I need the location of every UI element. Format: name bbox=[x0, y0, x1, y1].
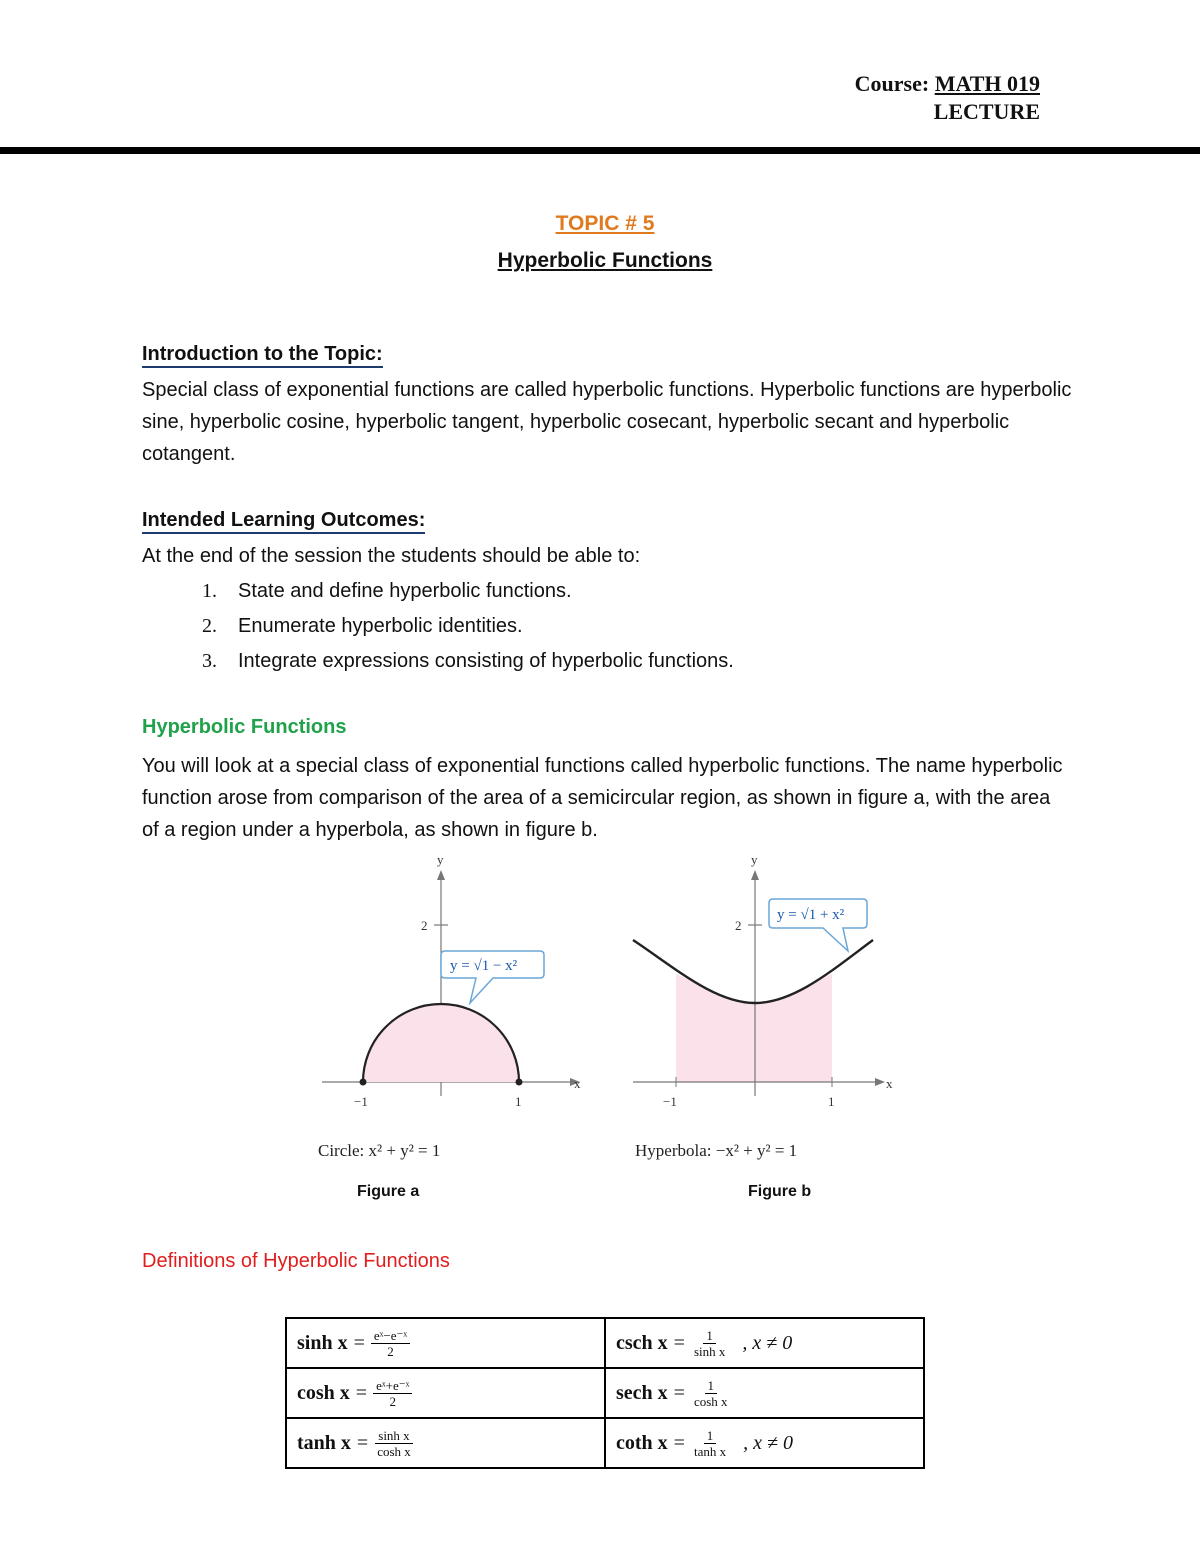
x-axis-label: x bbox=[886, 1076, 893, 1091]
lecture-label: LECTURE bbox=[933, 99, 1040, 124]
semicircle-region bbox=[363, 1004, 519, 1082]
definitions-heading: Definitions of Hyperbolic Functions bbox=[142, 1250, 450, 1272]
figure-a-label: Figure a bbox=[357, 1183, 420, 1200]
topic-title: Hyperbolic Functions bbox=[497, 249, 713, 272]
x-tick-label: 1 bbox=[828, 1094, 835, 1109]
y-tick-label: 2 bbox=[735, 918, 742, 933]
definitions-table bbox=[285, 1317, 925, 1469]
course-label: Course: bbox=[854, 71, 930, 96]
table-row bbox=[286, 1368, 924, 1418]
list-item: 2. Enumerate hyperbolic identities. bbox=[202, 615, 523, 637]
table-row bbox=[286, 1418, 924, 1468]
callout-text: y = √1 − x² bbox=[450, 958, 518, 974]
table-cell: cosh x = $\frac{\text{eˣ+e⁻ˣ}}{2}$ bbox=[286, 1368, 605, 1418]
table-cell: tanh x = $\frac{\text{sinh x}}{\text{cosh x}}$ bbox=[286, 1418, 605, 1468]
figure-b bbox=[615, 848, 915, 1208]
table-row bbox=[286, 1318, 924, 1368]
table-cell: sinh x = $\frac{\text{eˣ−e⁻ˣ}}{2}$ bbox=[286, 1318, 605, 1368]
section-text: You will look at a special class of exponential functions called hyperbolic functions. The name hyperbolic function arose from comparison of the area of a semicircular region, as shown in figure a, with the area of a region under a hyperbola, as shown in figure b. bbox=[142, 755, 1063, 841]
figure-b-label: Figure b bbox=[748, 1183, 812, 1200]
course-code: MATH 019 bbox=[934, 71, 1040, 96]
list-item: 1. State and define hyperbolic functions. bbox=[202, 580, 572, 602]
table-cell: csch x = $\frac{1}{\text{sinh x}}$ , x ≠ 0 bbox=[605, 1318, 924, 1368]
course-header bbox=[855, 70, 1040, 126]
y-axis-label: y bbox=[437, 852, 444, 867]
hyperbola-equation: Hyperbola: −x² + y² = 1 bbox=[635, 1141, 798, 1160]
intro-heading: Introduction to the Topic: bbox=[142, 343, 383, 366]
topic-number: TOPIC # 5 bbox=[555, 212, 655, 235]
list-item: 3. Integrate expressions consisting of hyperbolic functions. bbox=[202, 650, 734, 672]
outcomes-heading: Intended Learning Outcomes: bbox=[142, 509, 425, 532]
hyperbola-region bbox=[676, 974, 832, 1082]
figure-a bbox=[300, 848, 600, 1208]
table-cell: coth x = $\frac{1}{\text{tanh x}}$ , x ≠ 0 bbox=[605, 1418, 924, 1468]
outcomes-list bbox=[202, 574, 734, 679]
y-axis-label: y bbox=[751, 852, 758, 867]
x-axis-label: x bbox=[574, 1076, 581, 1091]
y-tick-label: 2 bbox=[421, 918, 428, 933]
circle-equation: Circle: x² + y² = 1 bbox=[318, 1141, 441, 1160]
x-tick-label: −1 bbox=[354, 1094, 368, 1109]
header-divider bbox=[0, 147, 1200, 154]
hyperbola-curve bbox=[633, 940, 873, 1003]
x-tick-label: 1 bbox=[515, 1094, 522, 1109]
x-tick-label: −1 bbox=[663, 1094, 677, 1109]
section-heading: Hyperbolic Functions bbox=[142, 716, 347, 738]
intro-text: Special class of exponential functions are called hyperbolic functions. Hyperbolic functions are hyperbolic sine, hyperbolic cosine, hyperbolic tangent, hyperbolic cosecant, hyperbolic secant and hyperbolic cotangent. bbox=[142, 379, 1072, 465]
outcomes-lead: At the end of the session the students should be able to: bbox=[142, 545, 641, 567]
table-cell: sech x = $\frac{1}{\text{cosh x}}$ bbox=[605, 1368, 924, 1418]
callout-text: y = √1 + x² bbox=[777, 907, 845, 923]
